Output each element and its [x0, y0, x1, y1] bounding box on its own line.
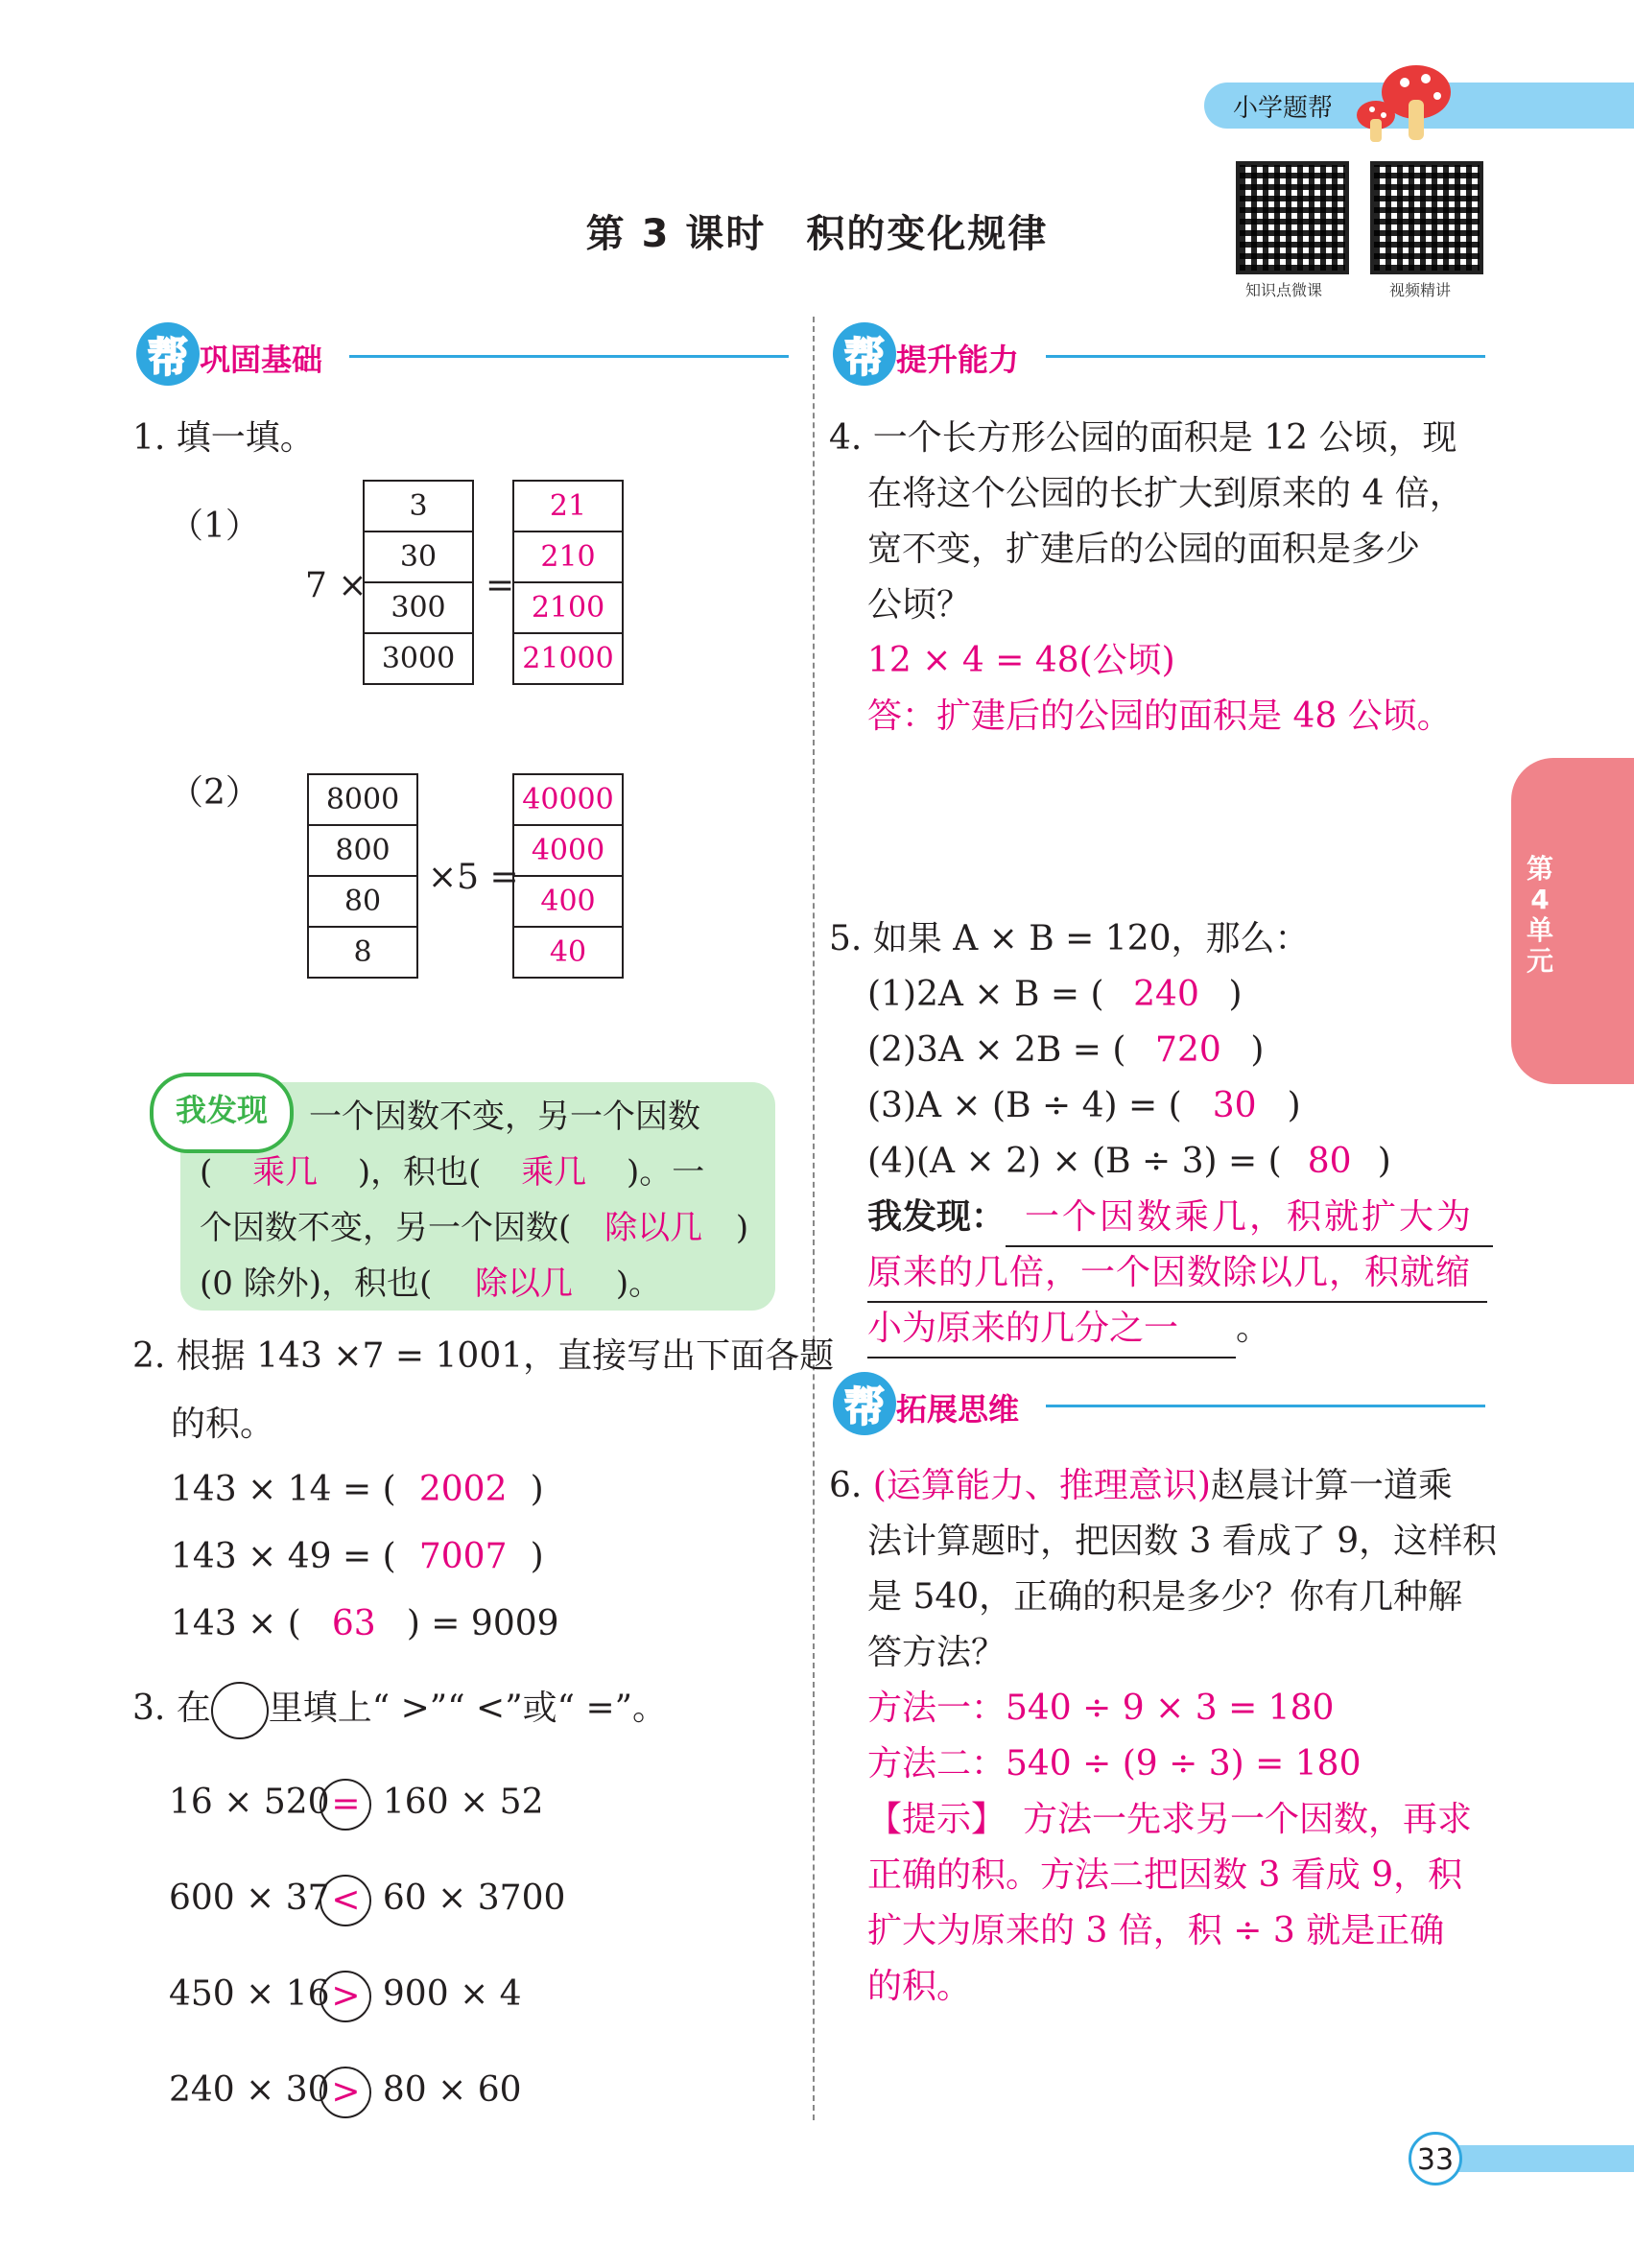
table-cell: 8 — [308, 927, 417, 978]
q2-row — [171, 1529, 544, 1585]
q6-method2: 方法二：540 ÷ (9 ÷ 3) = 180 — [867, 1744, 1362, 1784]
answer-blank[interactable]: 720 — [1155, 1030, 1221, 1070]
q5-stem: 5. 如果 A × B = 120，那么： — [829, 919, 1310, 958]
q2-row — [171, 1596, 559, 1652]
q6-line4: 答方法？ — [867, 1633, 1006, 1672]
q1-part1-label: （1） — [169, 507, 260, 546]
table-cell: 30 — [364, 532, 473, 582]
q4-line3: 宽不变，扩建后的公园的面积是多少 — [867, 530, 1421, 569]
text: (2)3A × 2B = ( — [867, 1030, 1126, 1070]
page-number: 33 — [1409, 2132, 1462, 2185]
text: )。一 — [627, 1153, 705, 1192]
answer-blank[interactable]: 乘几 — [521, 1153, 587, 1192]
mushroom-icon — [1351, 58, 1456, 146]
section-rule — [1046, 1405, 1485, 1407]
q6-method1: 方法一：540 ÷ 9 × 3 = 180 — [867, 1689, 1335, 1728]
text: 个因数不变，另一个因数( — [200, 1209, 572, 1247]
q5-discover-label: 我发现： — [867, 1197, 1006, 1237]
discover-tag: 我发现 — [150, 1073, 294, 1153]
q3-left: 450 × 16 — [169, 1974, 330, 2014]
q4-line1: 4. 一个长方形公园的面积是 12 公顷，现 — [829, 418, 1457, 458]
q1-part2-answer-table — [512, 773, 624, 979]
q3-left: 240 × 30 — [169, 2070, 330, 2110]
q1-part1-answer-table — [512, 480, 624, 685]
q6-hint2: 正确的积。方法二把因数 3 看成 9，积 — [867, 1855, 1463, 1895]
discover-line4 — [200, 1256, 661, 1311]
text: (4)(A × 2) × (B ÷ 3) = ( — [867, 1142, 1282, 1181]
text: 143 × 14 = ( — [171, 1470, 396, 1509]
q2-row — [171, 1462, 544, 1518]
q3-row — [169, 1871, 565, 1926]
q6-hint3: 扩大为原来的 3 倍，积 ÷ 3 就是正确 — [867, 1911, 1445, 1950]
answer-blank[interactable]: 30 — [1212, 1086, 1257, 1125]
q3-left: 600 × 37 — [169, 1878, 330, 1918]
answer-cell[interactable]: 40000 — [513, 774, 623, 825]
section-header-basic — [136, 322, 789, 390]
text: ) — [1287, 1086, 1301, 1125]
table-cell: 3 — [364, 481, 473, 532]
text: 里填上“ >”“ <”或“ =”。 — [268, 1689, 668, 1728]
unit-label: 第4单元 — [1526, 853, 1553, 977]
circle-icon — [211, 1682, 269, 1739]
compare-circle[interactable]: < — [320, 1875, 371, 1926]
answer-blank[interactable]: 2002 — [418, 1470, 508, 1509]
q3-right: 160 × 52 — [382, 1783, 544, 1822]
q5-row — [867, 1134, 1391, 1190]
q3-right: 900 × 4 — [382, 1974, 522, 2014]
q4-line2: 在将这个公园的长扩大到原来的 4 倍， — [867, 474, 1464, 513]
q6-number: 6. — [829, 1466, 873, 1505]
section-badge-char: 帮 — [844, 334, 886, 381]
text: 。 — [1236, 1309, 1271, 1348]
q1-part1-equals: = — [485, 566, 515, 605]
discover-line3 — [200, 1200, 748, 1256]
section-badge-char: 帮 — [148, 334, 189, 381]
q2-line1: 2. 根据 143 ×7 = 1001，直接写出下面各题 — [132, 1336, 835, 1376]
section-rule — [349, 355, 789, 358]
answer-blank[interactable]: 7007 — [418, 1537, 508, 1576]
text: (3)A × (B ÷ 4) = ( — [867, 1086, 1182, 1125]
q3-right: 80 × 60 — [382, 2070, 522, 2110]
answer-cell[interactable]: 210 — [513, 532, 623, 582]
q6-hint4: 的积。 — [867, 1967, 972, 2006]
q5-row — [867, 967, 1243, 1023]
column-divider — [813, 317, 815, 2120]
q5-discover-line3 — [867, 1301, 1270, 1358]
text: 143 × ( — [171, 1604, 301, 1643]
section-header-improve — [833, 322, 1485, 390]
answer-blank[interactable]: 80 — [1307, 1142, 1352, 1181]
answer-line[interactable]: 原来的几倍，一个因数除以几，积就缩 — [867, 1245, 1487, 1303]
q5-discover-line1 — [867, 1190, 1493, 1247]
q6-hint1: 【提示】 方法一先求另一个因数，再求 — [867, 1800, 1473, 1839]
text: 3. 在 — [132, 1689, 211, 1728]
answer-line[interactable]: 一个因数乘几，积就扩大为 — [1006, 1190, 1493, 1247]
text: 赵晨计算一道乘 — [1210, 1466, 1453, 1505]
answer-cell[interactable]: 400 — [513, 876, 623, 927]
q1-part2-label: （2） — [169, 773, 260, 813]
paren: ( — [200, 1153, 213, 1192]
text: ) — [1228, 975, 1243, 1014]
q5-row — [867, 1078, 1301, 1134]
q3-row — [169, 2063, 522, 2118]
q3-row — [169, 1775, 543, 1831]
text: (1)2A × B = ( — [867, 975, 1104, 1014]
q1-part1-prefix: 7 × — [305, 566, 367, 605]
answer-cell[interactable]: 21 — [513, 481, 623, 532]
q3-right: 60 × 3700 — [382, 1878, 566, 1918]
qr1-caption: 知识点微课 — [1245, 281, 1323, 299]
discover-line2-a — [200, 1145, 704, 1200]
q1-part1-left-table — [363, 480, 474, 685]
text: 143 × 49 = ( — [171, 1537, 396, 1576]
brand-name: 小学题帮 — [1233, 94, 1334, 123]
text: (0 除外)，积也( — [200, 1264, 433, 1303]
answer-cell[interactable]: 21000 — [513, 633, 623, 684]
q2-line2: 的积。 — [171, 1405, 275, 1444]
section-title: 拓展思维 — [896, 1391, 1020, 1428]
answer-cell[interactable]: 40 — [513, 927, 623, 978]
text: )。 — [615, 1264, 662, 1303]
q6-line1 — [829, 1458, 1453, 1514]
table-cell: 300 — [364, 582, 473, 633]
text: ) — [530, 1470, 544, 1509]
section-badge-char: 帮 — [844, 1383, 886, 1430]
table-cell: 8000 — [308, 774, 417, 825]
compare-circle[interactable]: > — [320, 2067, 371, 2118]
text: )，积也( — [357, 1153, 482, 1192]
section-title: 提升能力 — [896, 342, 1020, 378]
answer-blank[interactable]: 乘几 — [252, 1153, 319, 1192]
table-cell: 3000 — [364, 633, 473, 684]
q6-line2: 法计算题时，把因数 3 看成了 9，这样积 — [867, 1522, 1498, 1561]
answer-blank[interactable]: 63 — [331, 1604, 376, 1643]
q4-answer-calc: 12 × 4 = 48(公顷) — [867, 641, 1175, 680]
q1-part2-operator: ×5 = — [428, 858, 519, 897]
q6-skill-tag: (运算能力、推理意识) — [872, 1466, 1211, 1505]
section-title: 巩固基础 — [200, 342, 323, 378]
q1-label: 1. 填一填。 — [132, 418, 315, 458]
compare-circle[interactable]: > — [320, 1971, 371, 2022]
q5-discover-line2 — [867, 1245, 1487, 1303]
section-header-extend — [833, 1372, 1485, 1439]
q4-line4: 公顷？ — [867, 585, 972, 625]
text: ) — [530, 1537, 544, 1576]
answer-cell[interactable]: 4000 — [513, 825, 623, 876]
table-cell: 80 — [308, 876, 417, 927]
q3-left: 16 × 520 — [169, 1783, 330, 1822]
answer-blank[interactable]: 除以几 — [475, 1264, 574, 1303]
q5-row — [867, 1023, 1264, 1078]
q3-row — [169, 1967, 522, 2022]
q6-line3: 是 540，正确的积是多少？你有几种解 — [867, 1577, 1463, 1617]
q3-instruction — [132, 1681, 667, 1739]
answer-cell[interactable]: 2100 — [513, 582, 623, 633]
qr2-caption: 视频精讲 — [1389, 281, 1452, 299]
text: ) — [1377, 1142, 1391, 1181]
text: ) — [1250, 1030, 1265, 1070]
answer-blank[interactable]: 除以几 — [604, 1209, 703, 1247]
answer-blank[interactable]: 240 — [1133, 975, 1199, 1014]
page-title: 第 3 课时 积的变化规律 — [585, 212, 1049, 256]
q4-answer-text: 答：扩建后的公园的面积是 48 公顷。 — [867, 697, 1452, 736]
answer-line[interactable]: 小为原来的几分之一 — [867, 1301, 1236, 1358]
compare-circle[interactable]: = — [320, 1779, 371, 1831]
section-rule — [1046, 355, 1485, 358]
table-cell: 800 — [308, 825, 417, 876]
text: ) — [735, 1209, 749, 1247]
discover-line1: 一个因数不变，另一个因数 — [309, 1098, 700, 1136]
q1-part2-left-table — [307, 773, 418, 979]
text: ) = 9009 — [406, 1604, 559, 1643]
